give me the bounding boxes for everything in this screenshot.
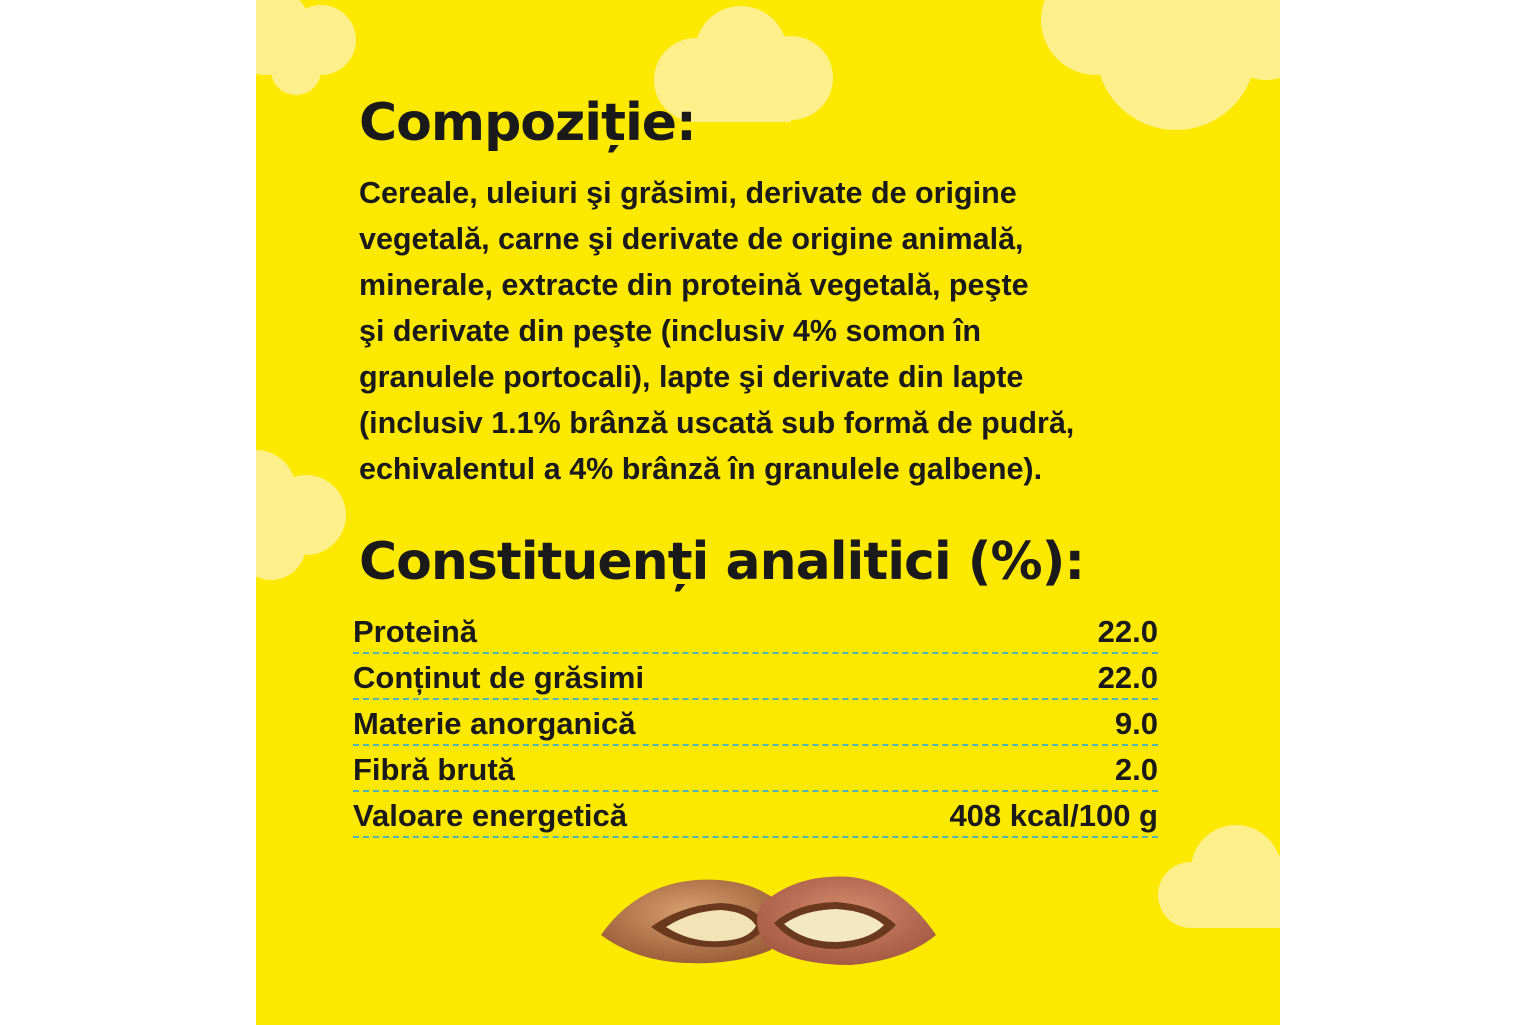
row-value: 22.0 [1097,660,1158,695]
composition-line: Cereale, uleiuri şi grăsimi, derivate de origine [359,176,1017,210]
analytical-title: Constituenți analitici (%): [359,532,1085,592]
table-row [353,746,1158,792]
composition-title: Compoziție: [359,93,696,153]
row-label: Valoare energetică [353,798,627,833]
analytical-table [353,608,1158,838]
row-value: 2.0 [1114,752,1158,787]
kibble-image [596,865,941,975]
composition-line: şi derivate din peşte (inclusiv 4% somon în [359,314,982,348]
row-value: 22.0 [1097,614,1158,649]
row-value: 9.0 [1114,706,1158,741]
cloud-top-right [1036,0,1280,140]
composition-line: (inclusiv 1.1% brânză uscată sub formă de pudră, [359,406,1075,440]
row-label: Fibră brută [353,752,515,787]
row-value: 408 kcal/100 g [949,798,1158,833]
nutrition-panel [256,0,1280,1025]
composition-line: echivalentul a 4% brânză în granulele galbene). [359,452,1043,486]
table-row [353,654,1158,700]
table-row [353,700,1158,746]
composition-line: vegetală, carne şi derivate de origine animală, [359,222,1024,256]
table-row [353,792,1158,838]
cloud-bottom-right [1156,820,1280,940]
cloud-middle-left [256,445,366,585]
composition-text [359,170,1219,492]
row-label: Materie anorganică [353,706,636,741]
table-row [353,608,1158,654]
row-label: Proteină [353,614,478,649]
composition-line: minerale, extracte din proteină vegetală, peşte [359,268,1029,302]
row-label: Conținut de grăsimi [353,660,645,695]
composition-line: granulele portocali), lapte şi derivate din lapte [359,360,1024,394]
cloud-top-left [256,0,376,100]
